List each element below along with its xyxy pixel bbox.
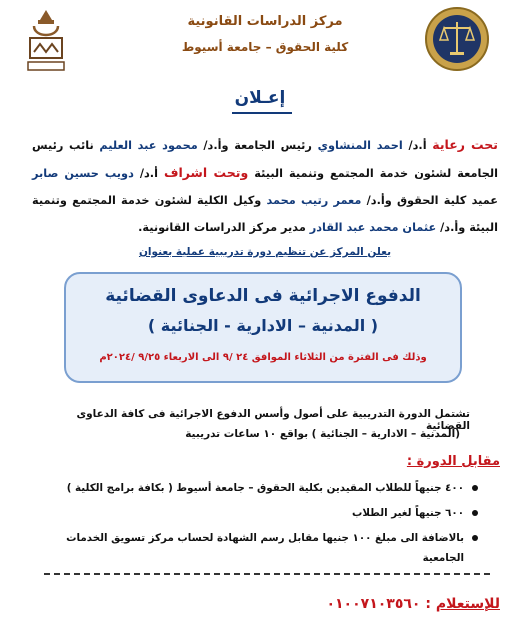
sponsor-text: نائب رئيس الجامعة لشئون خدمة المجتمع وتنمية البيئة	[32, 139, 498, 180]
legal-studies-center-name: مركز الدراسات القانونية	[187, 14, 343, 29]
fee-item-text: ٦٠٠ جنيهاً لغير الطلاب	[352, 507, 464, 519]
sponsor-text: أ.د/	[402, 139, 433, 152]
vice-president-name: محمود عبد العليم	[99, 139, 198, 152]
vice-dean-name: معمر رتيب محمد	[266, 194, 362, 207]
sponsorship-label: تحت رعاية	[432, 137, 498, 152]
announcement-line: يعلن المركز عن تنظيم دورة تدريبية عملية بعنوان	[138, 246, 392, 258]
contact-line	[180, 596, 500, 612]
fee-item-text: ٤٠٠ جنيهاً للطلاب المقيدين بكلية الحقوق – جامعة أسيوط ( بكافة برامج الكلية )	[66, 482, 464, 494]
faculty-university-name: كلية الحقوق – جامعة أسيوط	[181, 40, 349, 54]
contact-label: للإستعلام	[435, 596, 500, 612]
course-description-line2: (المدنية – الادارية – الجنائية ) بواقع ١٠ ساعات تدريبية	[185, 428, 460, 440]
course-dates: وذلك فى الفترة من الثلاثاء الموافق ٢٤ /٩ الى الاربعاء ٩/٢٥ /٢٠٢٤م	[99, 352, 427, 363]
fees-heading: مقابل الدورة :	[406, 454, 500, 469]
faculty-logo	[424, 6, 490, 72]
dean-name: دويب حسين صابر	[32, 167, 134, 180]
sponsor-text: مدير مركز الدراسات القانونية.	[138, 221, 310, 234]
sponsorship-paragraph	[32, 131, 498, 241]
sponsor-text: أ.د/	[133, 167, 164, 180]
fees-list	[60, 478, 480, 573]
bullet-icon	[472, 535, 478, 541]
supervision-label: وتحت اشراف	[163, 165, 249, 180]
center-director-name: عثمان محمد عبد القادر	[309, 221, 437, 234]
course-subtitle: ( المدنية – الادارية - الجنائية )	[147, 316, 379, 335]
course-title: الدفوع الاجرائية فى الدعاوى القضائية	[105, 286, 421, 306]
contact-phone: : ٠١٠٠٧١٠٣٥٦٠	[326, 596, 431, 612]
bullet-icon	[472, 510, 478, 516]
sponsor-text: وكيل الكلية لشئون خدمة المجتمع وتنمية البيئة وأ.د/	[32, 194, 498, 234]
course-title-box	[64, 272, 462, 383]
course-description-line1: تشتمل الدورة التدريبية على أصول وأسس الدفوع الاجرائية فى كافة الدعاوى القضائية	[76, 408, 470, 432]
bullet-icon	[472, 485, 478, 491]
fee-item-text: بالاضافة الى مبلغ ١٠٠ جنيها مقابل رسم الشهادة لحساب مركز تسويق الخدمات الجامعية	[66, 532, 464, 564]
sponsor-text: رئيس الجامعة وأ.د/	[197, 139, 318, 152]
list-item	[60, 528, 480, 568]
title-underline	[232, 112, 292, 114]
list-item	[60, 478, 480, 498]
president-name: احمد المنشاوي	[317, 139, 403, 152]
dashed-divider	[44, 573, 490, 575]
sponsor-text: عميد كلية الحقوق وأ.د/	[361, 194, 499, 207]
university-logo	[24, 8, 68, 72]
page-title: إعـلان	[234, 88, 286, 108]
list-item	[60, 503, 480, 523]
